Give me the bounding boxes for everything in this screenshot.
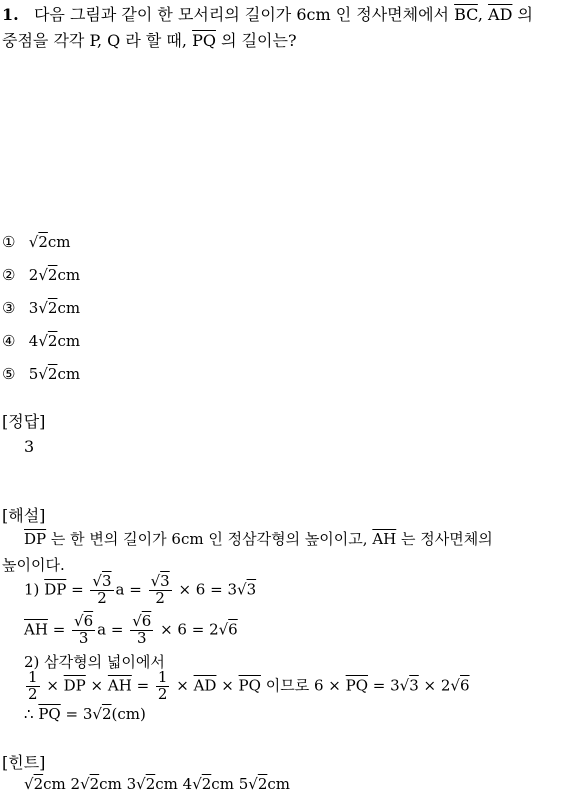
hint-heading: [힌트] — [2, 753, 46, 772]
problem-text-end: 의 — [517, 5, 533, 24]
final-unit: (cm) — [111, 705, 146, 723]
choice-radicand: 2 — [47, 365, 58, 383]
choice-marker: ⑤ — [2, 365, 16, 383]
choice-coef: 3 — [28, 299, 39, 317]
segment-dp: $\overline{DP}$ — [44, 580, 67, 599]
fraction: $\frac{√6}{3}$ — [132, 612, 152, 647]
separator: , — [477, 5, 483, 24]
choice-radicand: 2 — [47, 332, 58, 350]
segment-ah: $\overline{AH}$ — [372, 530, 397, 548]
fraction: $\frac{1}{2}$ — [28, 668, 38, 703]
therefore-symbol: ∴ — [24, 705, 34, 723]
choice-unit: cm — [57, 332, 81, 350]
choice-radicand: 2 — [47, 299, 58, 317]
hint-item: 4√2cm — [182, 775, 234, 793]
step-1-equation: 1) $\overline{DP}$ = $\frac{√3}{2}$ a = $\frac{√3}{2}$ × 6 = 3√3 — [24, 572, 257, 607]
step-label: 1) — [24, 580, 40, 599]
final-equation: ∴ $\overline{PQ} = 3√2(cm)$ — [24, 705, 146, 723]
choice-unit: cm — [57, 266, 81, 284]
hint-items — [24, 775, 290, 793]
choice-marker: ④ — [2, 332, 16, 350]
choice-4[interactable]: ④ 4√2cm — [2, 332, 81, 350]
explanation-text-2: 는 정사면체의 — [401, 530, 493, 548]
segment-ah: $\overline{AH}$ — [24, 620, 48, 639]
choice-coef: 4 — [28, 332, 39, 350]
choice-1[interactable]: ① √2cm — [2, 233, 71, 251]
step-2-equation: $\overline{AH}$ = $\frac{√6}{3}$ a = $\frac{√6}{3}$ × 6 = 2√6 — [24, 612, 238, 647]
problem-number: 1. — [2, 5, 19, 24]
explanation-line-2: 높이이다. — [2, 556, 65, 574]
fraction: $\frac{√6}{3}$ — [74, 612, 94, 647]
step-3-label: 2) 삼각형의 넓이에서 — [24, 653, 165, 671]
choice-marker: ① — [2, 233, 16, 251]
segment-pq: $\overline{PQ}$ — [192, 31, 216, 50]
explanation-text: 는 한 변의 길이가 6cm 인 정삼각형의 높이이고, — [50, 530, 368, 548]
problem-line-1 — [2, 2, 533, 25]
choice-3[interactable]: ③ 3√2cm — [2, 299, 81, 317]
problem-question: 의 길이는? — [221, 31, 297, 50]
hint-item: √2cm — [24, 775, 66, 793]
problem-text: 다음 그림과 같이 한 모서리의 길이가 6cm 인 정사면체에서 — [33, 5, 450, 24]
fraction: $\frac{1}{2}$ — [157, 668, 168, 703]
fraction: $\frac{√3}{2}$ — [92, 572, 112, 607]
step-4-equation: $\frac{1}{2}$ × $\overline{DP} \times \overline{AH}$ = $\frac{1}{2}$ × $\overline{AD} \times \overline{PQ}$ 이므로 $6 \times \overline{PQ} = 3√3 \times 2√6$ — [28, 668, 470, 703]
explanation-heading: [해설] — [2, 506, 46, 525]
choice-2[interactable]: ② 2√2cm — [2, 266, 81, 284]
choice-unit: cm — [47, 233, 71, 251]
step-text: 이므로 — [265, 676, 310, 695]
choice-5[interactable]: ⑤ 5√2cm — [2, 365, 81, 383]
choice-radicand: 2 — [47, 266, 58, 284]
segment-dp: $\overline{DP}$ — [24, 530, 47, 548]
problem-text-2: 중점을 각각 P, Q 라 할 때, — [2, 31, 187, 50]
hint-item: 2√2cm — [70, 775, 122, 793]
fraction: $\frac{√3}{2}$ — [150, 572, 170, 607]
hint-item: 5√2cm — [238, 775, 290, 793]
choice-marker: ② — [2, 266, 16, 284]
explanation-line-1 — [24, 528, 493, 549]
choice-marker: ③ — [2, 299, 16, 317]
problem-line-2 — [2, 28, 297, 51]
choice-coef: 2 — [28, 266, 39, 284]
hint-item: 3√2cm — [126, 775, 178, 793]
choice-coef: 5 — [28, 365, 39, 383]
answer-value: 3 — [24, 437, 35, 456]
answer-heading: [정답] — [2, 412, 46, 431]
choice-radicand: 2 — [38, 233, 48, 251]
segment-ad: $\overline{AD}$ — [488, 5, 513, 24]
choice-unit: cm — [57, 299, 81, 317]
segment-pq: $\overline{PQ}$ — [38, 705, 61, 723]
choice-unit: cm — [57, 365, 81, 383]
segment-bc: $\overline{BC}$ — [454, 5, 478, 24]
